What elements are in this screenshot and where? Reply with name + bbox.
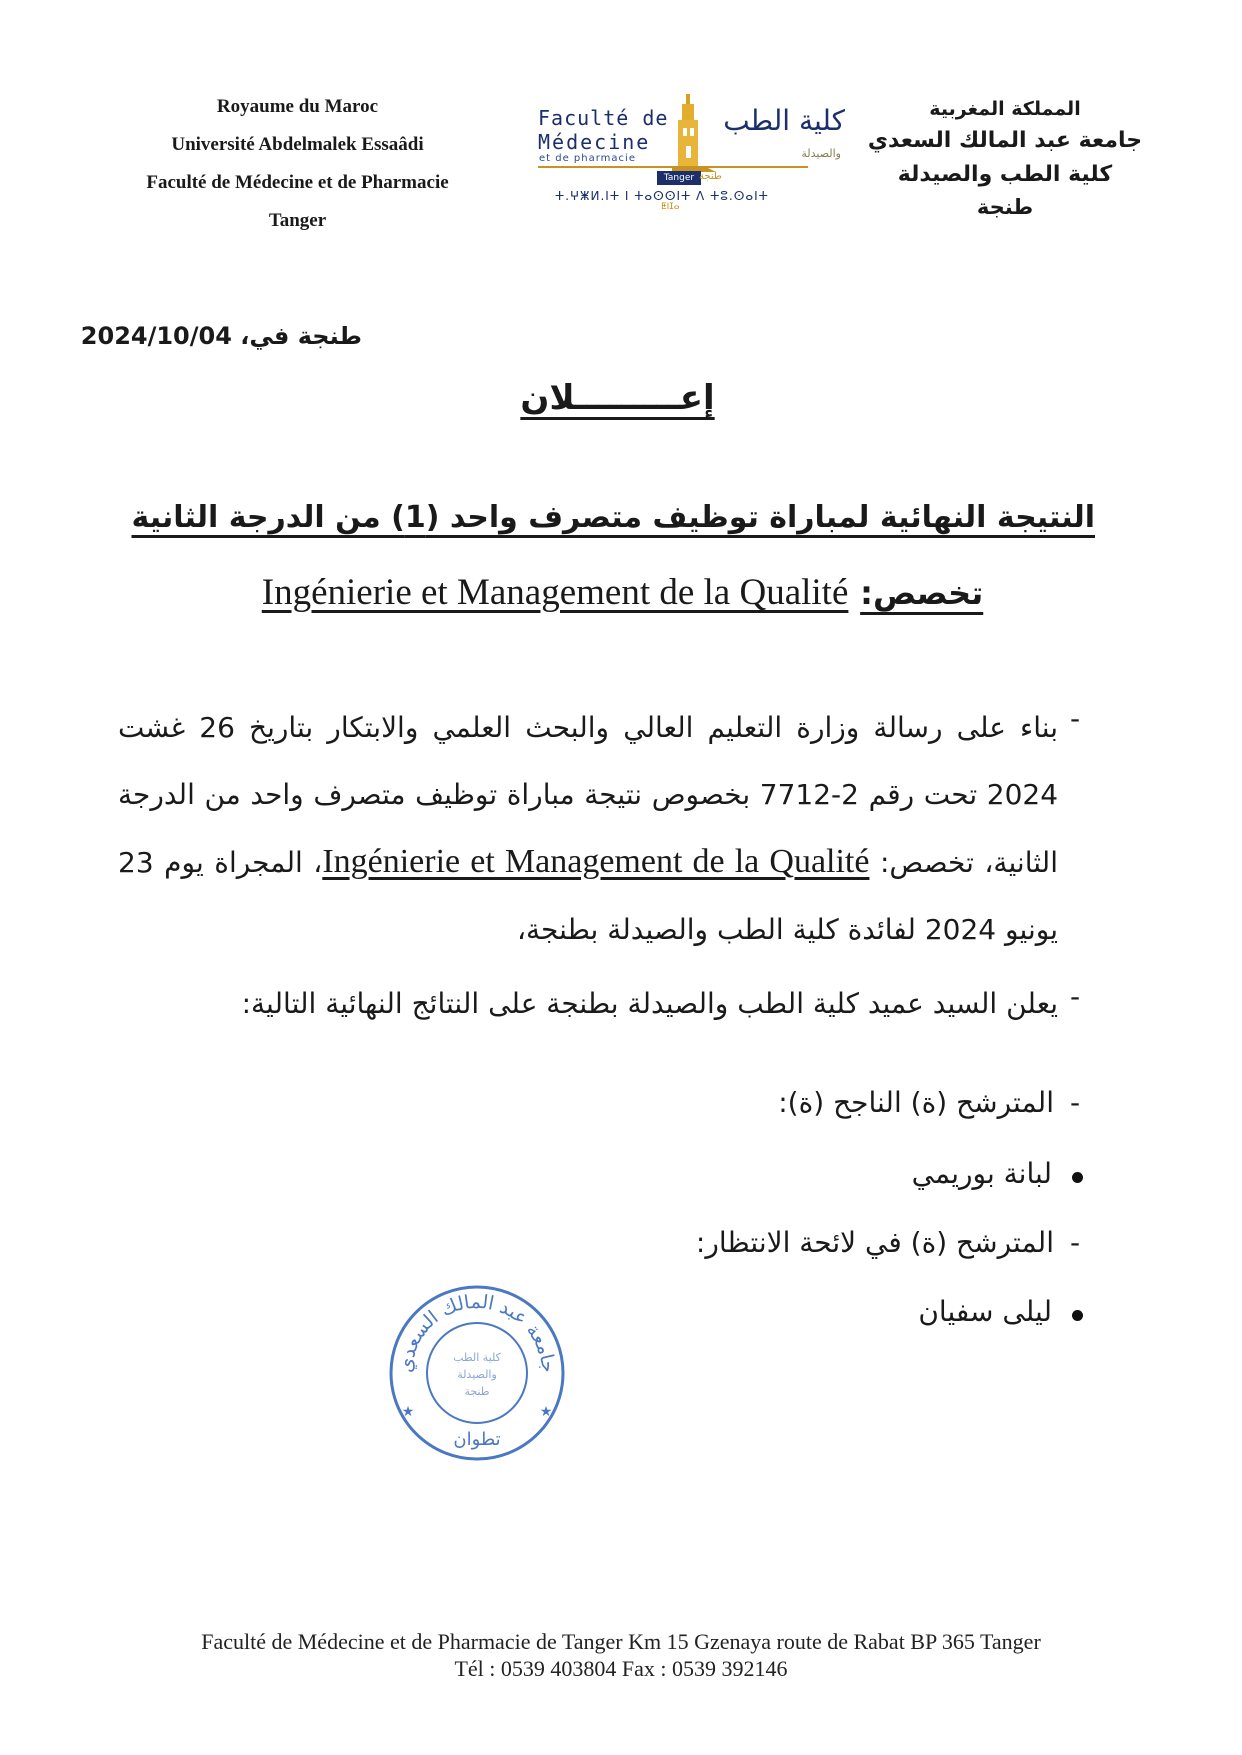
- dash-marker: -: [1070, 702, 1081, 735]
- logo-tifinagh-2: ⵟⵏⵊⴰ: [661, 202, 680, 212]
- faculty-logo: [535, 92, 845, 212]
- paragraph-1-text: بناء على رسالة وزارة التعليم العالي والبحث العلمي والابتكار بتاريخ 26 غشت 2024 تحت رقم 2-7712 بخصوص نتيجة مباراة توظيف متصرف واحد من الدرجة الثانية، تخصص:: [118, 711, 1059, 879]
- header-arabic-line: طنجة: [976, 195, 1034, 219]
- specialty-name: Ingénierie et Management de la Qualité: [261, 572, 849, 613]
- header-french-line: Université Abdelmalek Essaâdi: [171, 134, 424, 155]
- logo-city-badge: [657, 171, 701, 185]
- header-french-line: Royaume du Maroc: [216, 96, 379, 117]
- star-icon: ★: [539, 1404, 553, 1420]
- logo-city-ar: طنجة: [699, 171, 722, 182]
- stamp-ring-text: جامعة عبد المالك السعدي: [394, 1290, 560, 1374]
- header-french: [100, 88, 495, 240]
- logo-fr-line1: Faculté de: [538, 106, 669, 130]
- header-arabic: [860, 94, 1150, 222]
- waiting-label: المترشح (ة) في لائحة الانتظار:: [695, 1226, 1054, 1259]
- dash-marker: -: [1070, 1226, 1081, 1259]
- logo-city-fr: Tanger: [663, 173, 695, 183]
- heading-line-2: [150, 570, 1095, 614]
- stamp-inner-line: طنجة: [464, 1385, 490, 1398]
- stamp-bottom-text: تطوان: [453, 1429, 501, 1450]
- logo-ar-line2: والصيدلة: [801, 147, 841, 160]
- paragraph-1: [118, 694, 1058, 963]
- bullet-icon: [1072, 1310, 1083, 1321]
- waiting-name: ليلى سفيان: [918, 1295, 1052, 1328]
- logo-fr-line2: Médecine: [538, 130, 651, 154]
- stamp-inner-line: كلية الطب: [453, 1351, 501, 1364]
- stamp-inner-line: والصيدلة: [457, 1368, 497, 1381]
- specialty-label: تخصص:: [860, 574, 984, 612]
- announcement-title: إعـــــــــلان: [520, 378, 715, 418]
- footer-address: Faculté de Médecine et de Pharmacie de Tanger Km 15 Gzenaya route de Rabat BP 365 Tanger: [201, 1629, 1041, 1654]
- date-line: طنجة في، 2024/10/04: [80, 322, 362, 350]
- star-icon: ★: [401, 1404, 415, 1420]
- university-stamp: [382, 1278, 572, 1468]
- paragraph-2: يعلن السيد عميد كلية الطب والصيدلة بطنجة على النتائج النهائية التالية:: [241, 987, 1058, 1020]
- paragraph-1-specialty: Ingénierie et Management de la Qualité: [322, 843, 870, 880]
- header-arabic-line: المملكة المغربية: [929, 98, 1081, 120]
- footer-contact: Tél : 0539 403804 Fax : 0539 392146: [454, 1656, 788, 1681]
- dash-marker: -: [1070, 1086, 1081, 1119]
- minaret-icon: [672, 92, 716, 172]
- successful-name: لبانة بوريمي: [911, 1157, 1052, 1190]
- header-arabic-line: كلية الطب والصيدلة: [897, 162, 1113, 187]
- dash-marker: -: [1070, 980, 1081, 1013]
- header-french-line: Faculté de Médecine et de Pharmacie: [146, 172, 449, 193]
- logo-ar-line1: كلية الطب: [723, 104, 845, 137]
- heading-line-1: النتيجة النهائية لمباراة توظيف متصرف واحد (1) من الدرجة الثانية: [131, 500, 1095, 535]
- logo-tifinagh: ⵜ.ⵖⵥⵍ.ⵏⵜ ⵏ ⵜⴰⵙⵙⵏⵜ ⴷ ⵜⵓ.ⵙⴰⵏⵜ: [555, 189, 769, 203]
- successful-label: المترشح (ة) الناجح (ة):: [778, 1086, 1054, 1119]
- footer: [60, 1628, 1182, 1682]
- header-arabic-line: جامعة عبد المالك السعدي: [867, 128, 1143, 153]
- header-french-line: Tanger: [268, 210, 327, 231]
- paragraph-1-text-end: ، المجراة يوم 23 يونيو 2024 لفائدة كلية الطب والصيدلة بطنجة،: [118, 846, 1058, 946]
- logo-fr-line3: et de pharmacie: [539, 153, 636, 164]
- bullet-icon: [1072, 1172, 1083, 1183]
